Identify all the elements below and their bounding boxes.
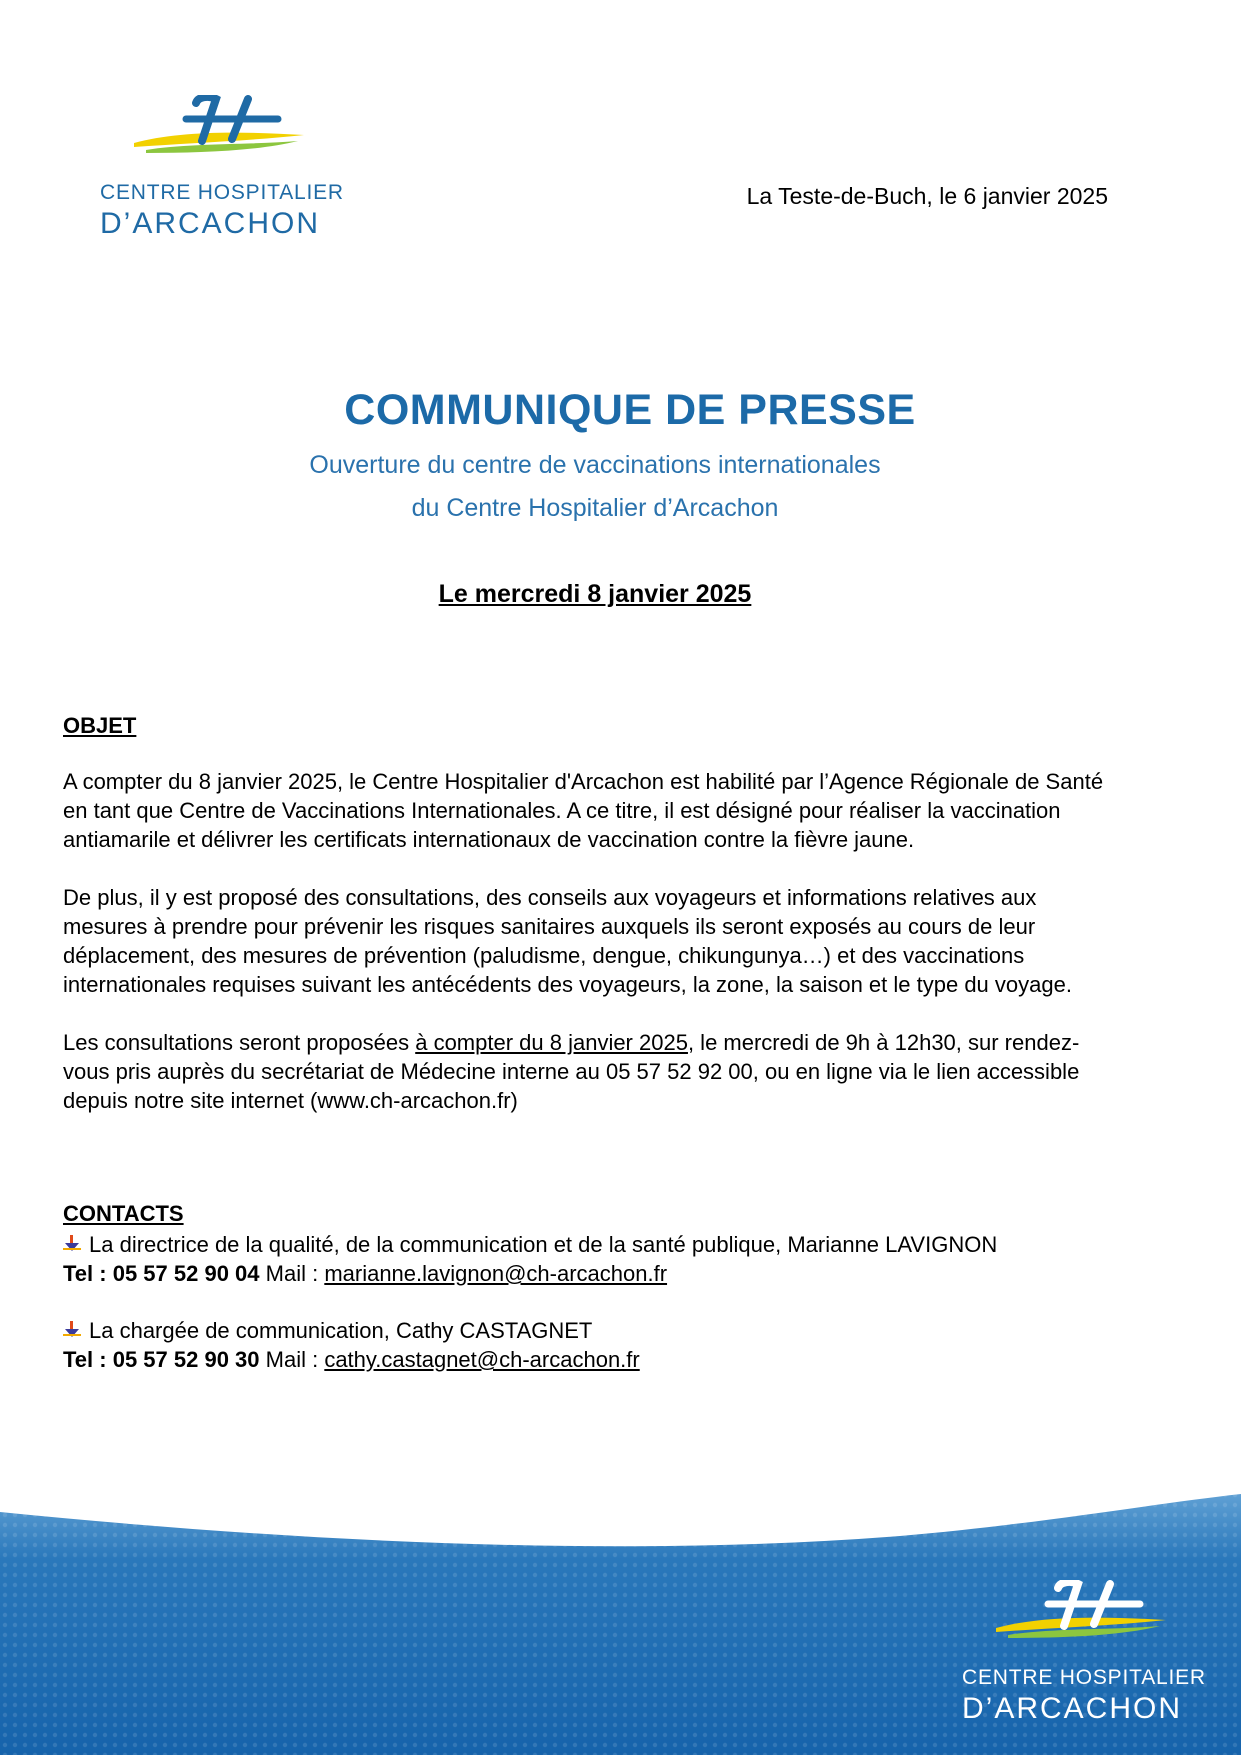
objet-heading: OBJET [63,713,137,738]
contact-email-link[interactable]: marianne.lavignon@ch-arcachon.fr [324,1261,668,1286]
contact-email-link[interactable]: cathy.castagnet@ch-arcachon.fr [324,1347,640,1372]
hospital-h-logo-icon [990,1580,1170,1642]
contact-item [63,1230,997,1288]
subtitle-line-2: du Centre Hospitalier d’Arcachon [411,494,779,522]
logo-text-line2: D’ARCACHON [962,1692,1183,1725]
arrow-bullet-icon [63,1235,81,1253]
objet-paragraph-1 [63,767,1193,854]
paragraph-line: depuis notre site internet (www.ch-arcachon.fr) [63,1088,518,1113]
subtitle-line-1: Ouverture du centre de vaccinations internationales [309,451,881,479]
start-date-underlined: à compter du 8 janvier 2025 [415,1030,688,1055]
text-segment: Les consultations seront proposées [63,1030,416,1055]
logo-text-line1: CENTRE HOSPITALIER [100,181,344,204]
contact-tel: Tel : 05 57 52 90 04 [63,1261,260,1286]
paragraph-line: mesures à prendre pour prévenir les risques sanitaires auxquels ils seront exposés au cours de leur [63,914,1036,939]
arrow-bullet-icon [63,1321,81,1339]
contacts-heading: CONTACTS [63,1201,184,1226]
logo-text-line1: CENTRE HOSPITALIER [962,1666,1206,1689]
page-title: COMMUNIQUE DE PRESSE [344,386,916,434]
contact-description: La chargée de communication, Cathy CASTAGNET [89,1318,593,1343]
event-date: Le mercredi 8 janvier 2025 [438,580,752,608]
mail-label: Mail : [259,1261,325,1286]
paragraph-line [63,1028,1193,1057]
paragraph-line: antiamarile et délivrer les certificats internationaux de vaccination contre la fièvre jaune. [63,827,915,852]
paragraph-line: vous pris auprès du secrétariat de Médecine interne au 05 57 52 92 00, ou en ligne via le lien accessible [63,1059,1080,1084]
paragraph-line: déplacement, des mesures de prévention (paludisme, dengue, chikungunya…) et des vaccinations [63,943,1025,968]
footer-logo [962,1580,1206,1725]
header-logo [100,95,344,240]
contact-tel: Tel : 05 57 52 90 30 [63,1347,260,1372]
contact-info-line [63,1259,997,1288]
contact-description-line [63,1316,640,1345]
paragraph-line: en tant que Centre de Vaccinations Internationales. A ce titre, il est désigné pour réaliser la vaccination [63,798,1061,823]
contact-item [63,1316,640,1374]
paragraph-line: internationales requises suivant les antécédents des voyageurs, la zone, la saison et le type du voyage. [63,972,1072,997]
hospital-h-logo-icon [128,95,308,157]
contact-info-line [63,1345,640,1374]
paragraph-line: A compter du 8 janvier 2025, le Centre Hospitalier d'Arcachon est habilité par l’Agence Régionale de Santé [63,769,1104,794]
objet-paragraph-3 [63,1028,1193,1115]
objet-paragraph-2 [63,883,1193,999]
logo-text-line2: D’ARCACHON [100,207,321,240]
place-date: La Teste-de-Buch, le 6 janvier 2025 [746,183,1108,209]
text-segment: , le mercredi de 9h à 12h30, sur rendez- [687,1030,1080,1055]
contact-description: La directrice de la qualité, de la communication et de la santé publique, Marianne LAVIGNON [89,1232,998,1257]
paragraph-line: De plus, il y est proposé des consultations, des conseils aux voyageurs et informations relatives aux [63,885,1037,910]
contact-description-line [63,1230,997,1259]
mail-label: Mail : [259,1347,325,1372]
